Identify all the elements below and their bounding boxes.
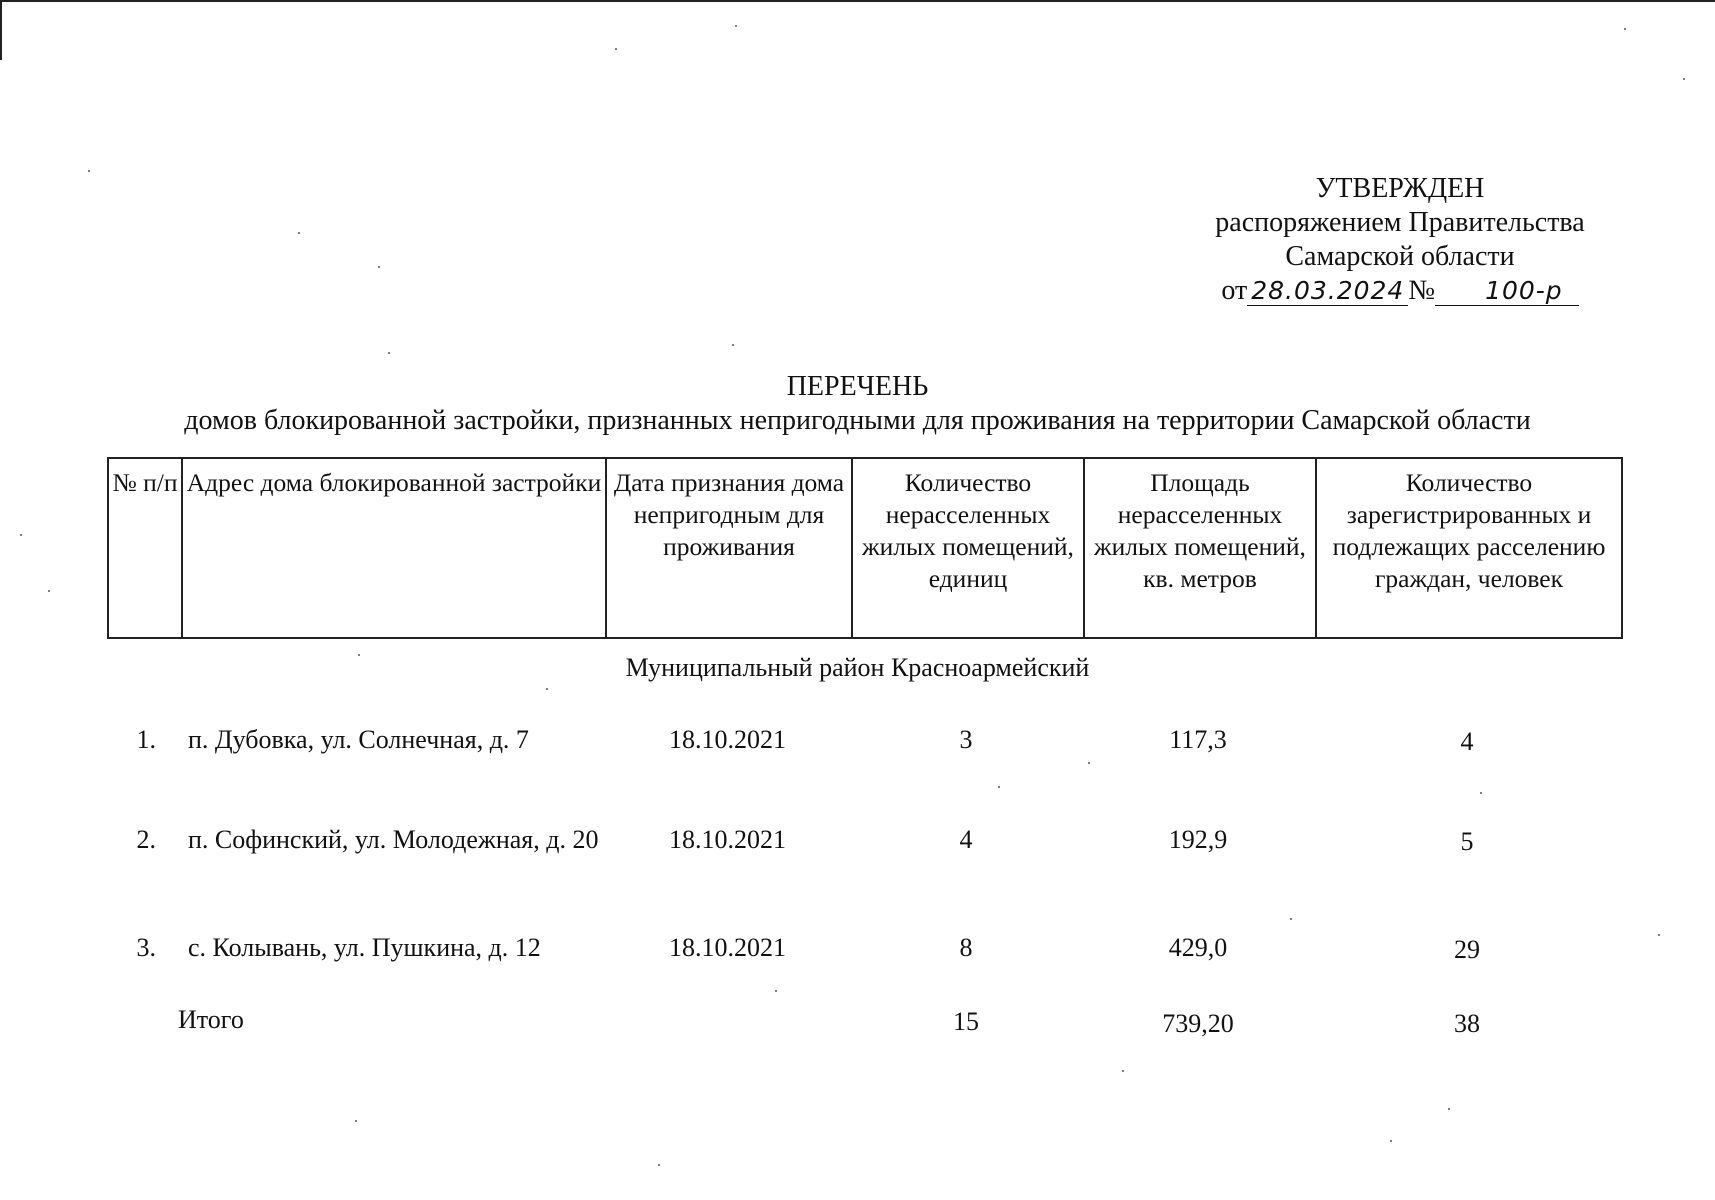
row-2-area: 192,9 [1168,825,1228,854]
number-prefix: № [1408,275,1436,306]
scan-speck [358,654,360,656]
header-col-units: Количество нерасселенных жилых помещений, единиц [852,458,1084,638]
scan-speck [615,48,617,50]
handwritten-date: 28.03.2024 [1247,277,1408,306]
row-2-num: 2. [136,825,156,854]
scan-speck [298,232,300,234]
row-1-people: 4 [1460,727,1474,756]
row-3-units: 8 [959,933,973,962]
scan-speck [658,1164,660,1166]
approval-authority: распоряжением Правительства [1215,207,1585,238]
scan-speck [1658,934,1660,936]
header-col-date: Дата признания дома непригодным для проживания [606,458,852,638]
row-1-date: 18.10.2021 [669,725,786,754]
scan-speck [1448,1108,1450,1110]
header-col-people: Количество зарегистрированных и подлежащих расселению граждан, человек [1316,458,1622,638]
row-3-num: 3. [136,933,156,962]
scan-speck [732,344,734,346]
scan-speck [20,534,22,536]
total-area: 739,20 [1162,1009,1234,1038]
header-col-num: № п/п [108,458,182,638]
row-2-date: 18.10.2021 [669,825,786,854]
scan-speck [1122,1070,1124,1072]
date-prefix: от [1221,275,1248,306]
header-col-area: Площадь нерасселенных жилых помещений, кв. метров [1084,458,1316,638]
scan-speck [775,990,777,992]
scan-speck [1683,78,1685,80]
header-col-address: Адрес дома блокированной застройки [182,458,606,638]
scan-speck [546,688,548,690]
row-3-people: 29 [1454,935,1480,964]
scan-speck [355,1120,357,1122]
scan-speck [1390,1140,1392,1142]
row-2-people: 5 [1460,827,1474,856]
row-3-area: 429,0 [1168,933,1228,962]
row-2-units: 4 [959,825,973,854]
row-1-units: 3 [959,725,973,754]
row-1-address: п. Дубовка, ул. Солнечная, д. 7 [188,725,529,754]
row-3-address: с. Колывань, ул. Пушкина, д. 12 [188,933,541,962]
scan-speck [1088,762,1090,764]
total-units: 15 [953,1007,979,1036]
document-title: ПЕРЕЧЕНЬ [786,371,929,402]
scan-speck [998,786,1000,788]
approval-title: УТВЕРЖДЕН [1315,173,1485,204]
scan-speck [1624,28,1626,30]
total-people: 38 [1454,1009,1480,1038]
scan-speck [48,590,50,592]
handwritten-number: 100-р [1435,277,1579,306]
scan-speck [378,266,380,268]
approval-region: Самарской области [1285,241,1515,272]
document-subtitle: домов блокированной застройки, признанных непригодными для проживания на территории Самарской области [184,405,1531,436]
row-3-date: 18.10.2021 [669,933,786,962]
scan-speck [735,25,737,27]
total-label: Итого [178,1005,244,1034]
row-1-num: 1. [136,725,156,754]
row-2-address: п. Софинский, ул. Молодежная, д. 20 [188,825,599,854]
scan-speck [88,170,90,172]
scan-speck [1480,792,1482,794]
scan-speck [388,352,390,354]
row-1-area: 117,3 [1169,725,1227,754]
section-heading: Муниципальный район Красноармейский [625,653,1090,682]
scan-speck [1290,918,1292,920]
